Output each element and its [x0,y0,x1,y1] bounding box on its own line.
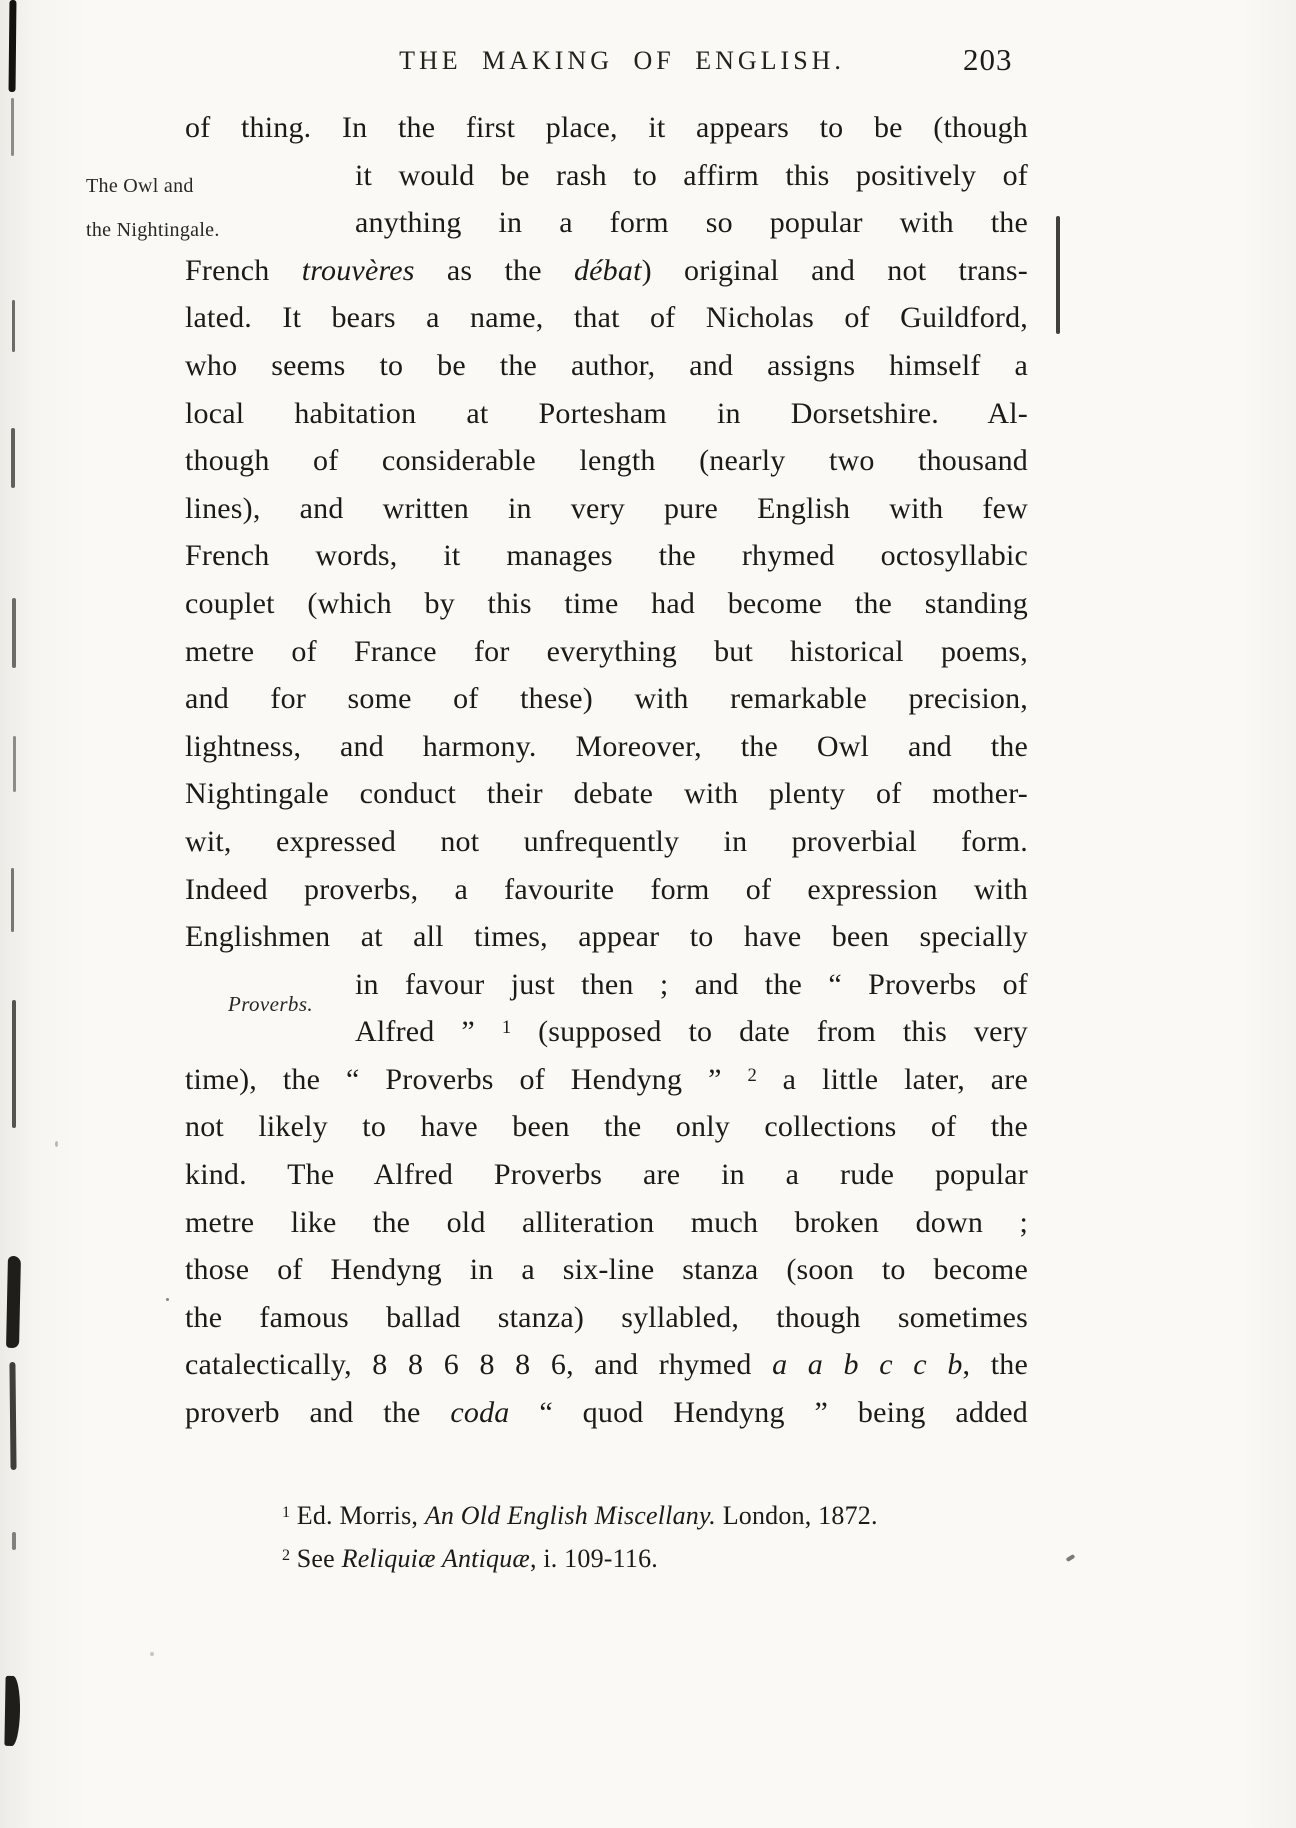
running-title: THE MAKING OF ENGLISH. [399,46,845,75]
scan-artifact-left [13,736,16,792]
text-line: of thing. In the first place, it appears to be (though [185,111,1028,144]
scan-artifact-left-blob [4,1676,20,1746]
margin-note-line: the Nightingale. [86,219,220,241]
text-line: time), the “ Proverbs of Hendyng ” $^2$ a little later, are [185,1062,1028,1096]
scan-artifact-left [12,1532,16,1550]
text-line: lated. It bears a name, that of Nicholas of Guildford, [185,301,1028,335]
scan-artifact-right-rule [1056,216,1060,334]
text-line: French words, it manages the rhymed octosyllabic [185,539,1028,573]
text-line: metre like the old alliteration much broken down ; [185,1205,1028,1239]
text-line: not likely to have been the only collections of the [185,1110,1028,1144]
text-line: French trouvères as the débat) original and not trans- [185,253,1028,287]
scan-artifact-speck [55,1141,58,1147]
scan-artifact-left [11,868,14,932]
text-line: lines), and written in very pure English with few [185,491,1028,525]
scan-artifact-left-blob [6,1256,21,1348]
text-line: anything in a form so popular with the [355,206,1028,240]
margin-note-proverbs: Proverbs. [228,992,314,1016]
text-line: couplet (which by this time had become the standing [185,586,1028,620]
text-line: though of considerable length (nearly two thousand [185,444,1028,478]
scan-artifact-left [12,1000,16,1128]
text-line: Englishmen at all times, appear to have been specially [185,920,1028,954]
text-line: local habitation at Portesham in Dorsetshire. Al- [185,396,1028,430]
text-line: those of Hendyng in a six-line stanza (soon to become [185,1253,1028,1287]
scan-artifact-left [12,300,15,352]
text-line: it would be rash to affirm this positively of [355,158,1028,192]
margin-note-line: The Owl and [86,175,194,197]
text-line: Indeed proverbs, a favourite form of expression with [185,872,1028,906]
scan-artifact-left [9,1362,16,1470]
text-line: Nightingale conduct their debate with plenty of mother- [185,777,1028,811]
page-number: 203 [963,42,1013,77]
text-line: catalectically, 8 8 6 8 8 6, and rhymed a a b c c b, the [185,1348,1028,1382]
scan-artifact-left-top [9,0,17,92]
scan-artifact-speck [150,1652,154,1656]
text-line: and for some of these) with remarkable precision, [185,682,1028,716]
text-line: lightness, and harmony. Moreover, the Owl and the [185,729,1028,763]
scan-artifact-speck [166,1298,169,1301]
text-line: wit, expressed not unfrequently in proverbial form. [185,824,1028,858]
text-line: kind. The Alfred Proverbs are in a rude popular [185,1158,1028,1192]
scan-artifact-speck [1066,1554,1076,1562]
text-line: in favour just then ; and the “ Proverbs of [355,967,1028,1001]
text-line: $^1$ Ed. Morris, An Old English Miscellany. London, 1872. [282,1501,878,1530]
text-line: who seems to be the author, and assigns himself a [185,348,1028,382]
text-line: Alfred ” $^1$ (supposed to date from this very [355,1015,1028,1049]
footnotes [282,1494,1042,1580]
text-line: the famous ballad stanza) syllabled, though sometimes [185,1300,1028,1334]
text-line: $^2$ See Reliquiæ Antiquæ, i. 109-116. [282,1544,658,1573]
scan-artifact-left [11,428,15,488]
body-text [185,104,1028,1437]
scan-artifact-left [12,598,16,668]
scan-artifact-left [11,98,14,156]
text-line: proverb and the coda “ quod Hendyng ” being added [185,1396,1028,1430]
text-line: metre of France for everything but historical poems, [185,634,1028,668]
